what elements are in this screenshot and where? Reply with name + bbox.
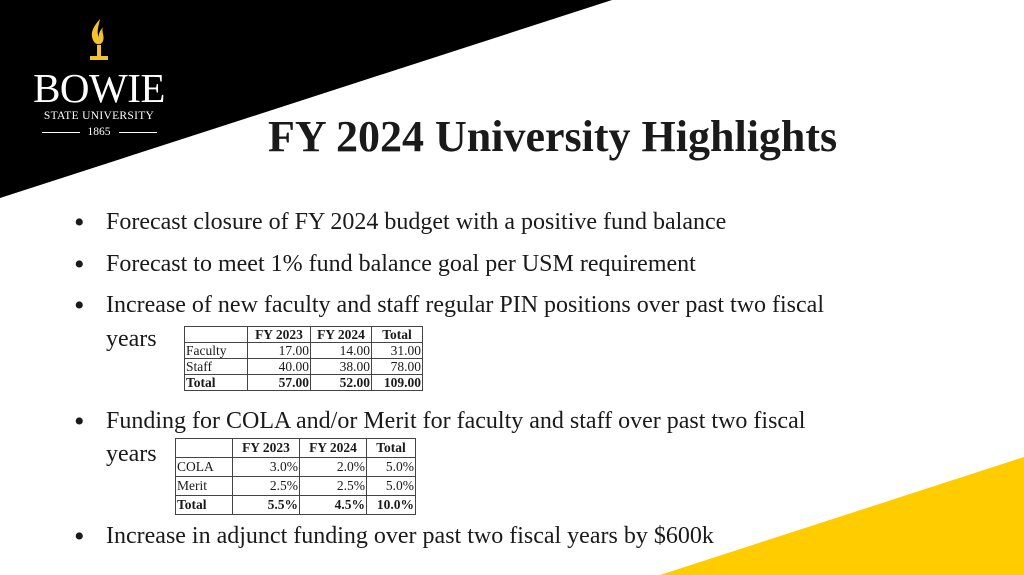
table-cell: 4.5%	[300, 496, 367, 515]
table-row	[176, 458, 416, 477]
table-row	[185, 343, 423, 359]
table-cell: Staff	[185, 359, 248, 375]
table-header-cell: FY 2024	[311, 327, 372, 343]
logo-year-row	[28, 126, 170, 138]
table-cell: Total	[176, 496, 233, 515]
bullet-text: Increase of new faculty and staff regular PIN positions over past two fiscal	[106, 292, 824, 318]
table-cell: 40.00	[248, 359, 311, 375]
table-cell: 14.00	[311, 343, 372, 359]
bullet-dot: •	[74, 289, 85, 322]
table-row	[176, 477, 416, 496]
bullet-text-continued: years	[106, 441, 157, 467]
bullet-dot: •	[74, 206, 85, 239]
table-cell: Merit	[176, 477, 233, 496]
table-cell: 52.00	[311, 375, 372, 391]
logo-subtitle: STATE UNIVERSITY	[43, 110, 155, 122]
table-cell: 2.5%	[300, 477, 367, 496]
cola-merit-table	[175, 438, 416, 515]
table-cell: Total	[185, 375, 248, 391]
table-cell: 2.5%	[233, 477, 300, 496]
table-cell: 10.0%	[367, 496, 416, 515]
bullet-text: Forecast closure of FY 2024 budget with a positive fund balance	[106, 209, 727, 235]
bullet-text: Funding for COLA and/or Merit for faculty and staff over past two fiscal	[106, 408, 806, 434]
table-cell: Faculty	[185, 343, 248, 359]
table-cell: 3.0%	[233, 458, 300, 477]
table-cell: 5.0%	[367, 458, 416, 477]
table-header-cell	[185, 327, 248, 343]
table-total-row	[176, 496, 416, 515]
table-cell: 17.00	[248, 343, 311, 359]
bullet-dot: •	[74, 520, 85, 553]
torch-flame-icon	[79, 18, 119, 64]
table-header-cell: FY 2024	[300, 439, 367, 458]
university-logo	[28, 18, 170, 138]
table-cell: 78.00	[372, 359, 423, 375]
table-header-cell: FY 2023	[233, 439, 300, 458]
table-total-row	[185, 375, 423, 391]
table-row	[185, 359, 423, 375]
bullet-text-continued: years	[106, 326, 157, 352]
table-cell: 5.5%	[233, 496, 300, 515]
table-header-row	[185, 327, 423, 343]
table-cell: 38.00	[311, 359, 372, 375]
table-cell: 57.00	[248, 375, 311, 391]
logo-rule-right	[119, 132, 157, 133]
gold-corner-band	[660, 457, 1024, 575]
bullet-text: Forecast to meet 1% fund balance goal per USM requirement	[106, 251, 696, 277]
table-cell: COLA	[176, 458, 233, 477]
table-cell: 5.0%	[367, 477, 416, 496]
table-header-row	[176, 439, 416, 458]
table-header-cell: FY 2023	[248, 327, 311, 343]
bullet-dot: •	[74, 248, 85, 281]
slide-title: FY 2024 University Highlights	[268, 112, 838, 161]
table-header-cell: Total	[367, 439, 416, 458]
table-cell: 109.00	[372, 375, 423, 391]
table-cell: 2.0%	[300, 458, 367, 477]
table-cell: 31.00	[372, 343, 423, 359]
table-header-cell: Total	[372, 327, 423, 343]
logo-year: 1865	[87, 126, 111, 138]
logo-name: BOWIE	[33, 65, 165, 111]
table-header-cell	[176, 439, 233, 458]
bullet-text: Increase in adjunct funding over past two fiscal years by $600k	[106, 523, 714, 549]
bullet-dot: •	[74, 405, 85, 438]
positions-table	[184, 326, 423, 391]
logo-rule-left	[42, 132, 80, 133]
